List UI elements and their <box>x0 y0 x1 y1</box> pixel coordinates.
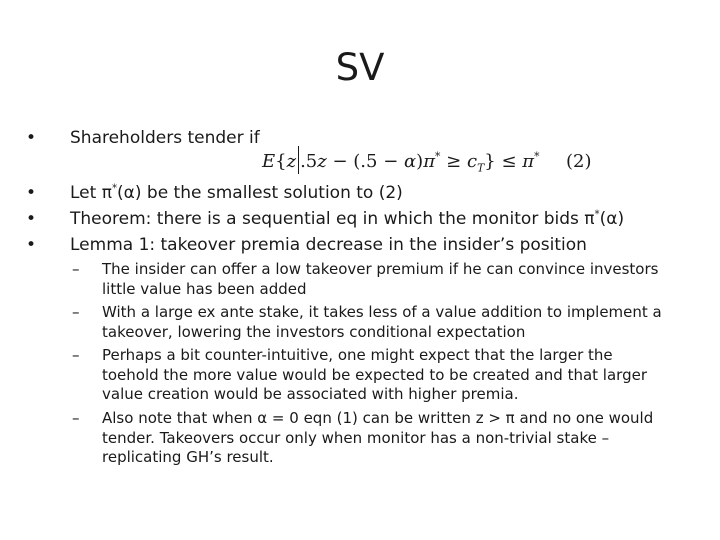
sub-bullet-text: Also note that when α = 0 eqn (1) can be written z > π and no one would tender. Takeovers occur only when monitor has a non-trivial stake – replicating GH’s result. <box>102 409 654 466</box>
bullet-marker: • <box>26 183 37 203</box>
bullet-text: Shareholders tender if <box>70 128 260 148</box>
bullet-marker: • <box>26 235 37 255</box>
bullet-text: Theorem: there is a sequential eq in which the monitor bids π <box>70 209 595 229</box>
sub-bullet-marker: – <box>72 346 80 364</box>
bullet-marker: • <box>26 128 37 148</box>
bullet-text: be the smallest solution to (2) <box>146 183 403 203</box>
equation-2 <box>262 145 602 179</box>
equation-number: (2) <box>566 151 592 172</box>
slide-title: SV <box>335 46 385 89</box>
sub-bullet-marker: – <box>72 260 80 278</box>
equation-expression: E{z $.5z - (.5 - \alpha)\pi^* \ge c_T\} \le \pi^*$ <box>262 145 540 186</box>
sub-bullet-marker: – <box>72 303 80 321</box>
sub-bullet-text: The insider can offer a low takeover premium if he can convince investors little value has been added <box>102 260 659 298</box>
sub-bullet-text: With a large ex ante stake, it takes less of a value addition to implement a takeover, lowering the investors conditional expectation <box>102 303 662 341</box>
bullet-text: Lemma 1: takeover premia decrease in the insider’s position <box>70 235 587 255</box>
sub-bullet-marker: – <box>72 409 80 427</box>
bullet-marker: • <box>26 209 37 229</box>
sub-bullet-text: Perhaps a bit counter-intuitive, one might expect that the larger the toehold the more value would be expected to be created and that larger value creation would be associated with higher premia. <box>102 346 647 403</box>
